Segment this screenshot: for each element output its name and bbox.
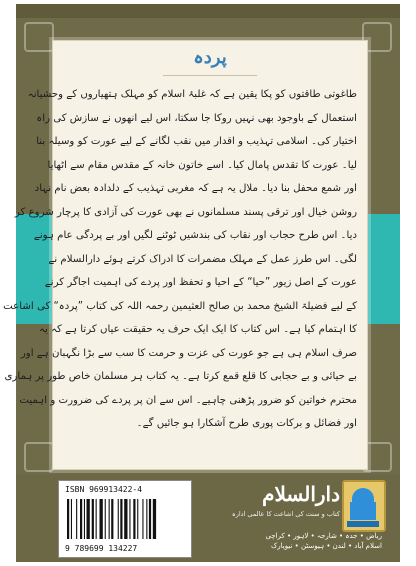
barcode-bars-icon [67,499,183,539]
blurb-line: کے لیے فضیلۃ الشیخ محمد بن صالح العثیمین رحمہ اللہ کی کتاب ”پردہ“ کی اشاعت [3,300,357,312]
blurb-line: لیا۔ عورت کا تقدس پامال کیا۔ اسے خاتون خانہ کے مقدس مقام سے اٹھایا [47,159,357,171]
blurb-line: اور شمع محفل بنا دیا۔ ملال یہ ہے کہ مغربی تہذیب کے دلدادہ بعض نام نہاد [34,183,357,194]
blurb-line: طاغوتی طاقتوں کو پکا یقین ہے کہ غلبۂ اسلام کو مہلک ہتھیاروں کے وحشیانہ [27,89,357,100]
book-back-cover [3,4,400,562]
blurb-line: لگی۔ اس طرز عمل کے مہلک مضمرات کا ادراک کرتے ہوئے دارالسلام نے [48,253,357,265]
blurb-line: عورت کے اصل زیور ”حیا“ کے احیا و تحفظ اور پردے کی اہمیت اجاگر کرنے [44,277,357,288]
isbn-label: ISBN 969913422-4 [65,485,143,494]
darussalam-logo-icon [342,480,386,532]
blurb-line: بے حیائی و بے حجابی کا قلع قمع کرتا ہے۔ یہ کتاب ہر مسلمان خاص طور پر ہماری [4,371,357,382]
page-title: پردہ [193,47,227,68]
corner-ornament-icon [24,22,54,52]
blurb-line: روشن خیال اور ترقی پسند مسلمانوں نے بھی عورت کی آزادی کا پرچار شروع کر [14,206,357,218]
blurb-line: صرف اسلام ہی ہے جو عورت کی عزت و حرمت کا سب سے بڑا نگہبان ہے اور [20,347,357,359]
blurb-line: استعمال کے باوجود بھی نہیں روکا جا سکتا، اس لیے انھوں نے سازش کی راہ [36,112,357,124]
blurb-line: دیا۔ اس طرح حجاب اور نقاب کی بندشیں ٹوٹنے لگیں اور بے پردگی عام ہونے [33,230,357,241]
blurb-line: اور فضائل و برکات پوری طرح آشکارا ہو جائیں گے۔ [136,418,357,429]
publisher-name: دارالسلام [262,482,340,506]
blurb-line: کا اہتمام کیا ہے۔ اس کتاب کا ایک ایک حرف یہ حقیقت عیاں کرتا ہے کہ یہ [39,324,357,335]
blurb-line: محترم خواتین کو ضرور پڑھنی چاہیے۔ اس سے ان پر پردے کی ضرورت و اہمیت [19,394,357,406]
blurb-text [3,83,357,461]
publisher-block [231,480,386,552]
top-band [16,4,400,18]
blurb-line: اختیار کی۔ اسلامی تہذیب و اقدار میں نقب لگانے کے لیے عورت کو وسیلہ بنا [36,136,357,147]
barcode-number: 9 789699 134227 [65,544,138,553]
publisher-subtitle: کتاب و سنت کی اشاعت کا عالمی ادارہ [231,510,340,518]
publisher-cities: اسلام آباد • لندن • ہیوسٹن • نیویارک [270,542,382,550]
corner-ornament-icon [24,442,54,472]
title-divider [163,75,257,76]
barcode [58,480,192,558]
text-panel [3,40,368,470]
publisher-cities: ریاض • جدہ • شارجہ • لاہور • کراچی [265,532,382,540]
